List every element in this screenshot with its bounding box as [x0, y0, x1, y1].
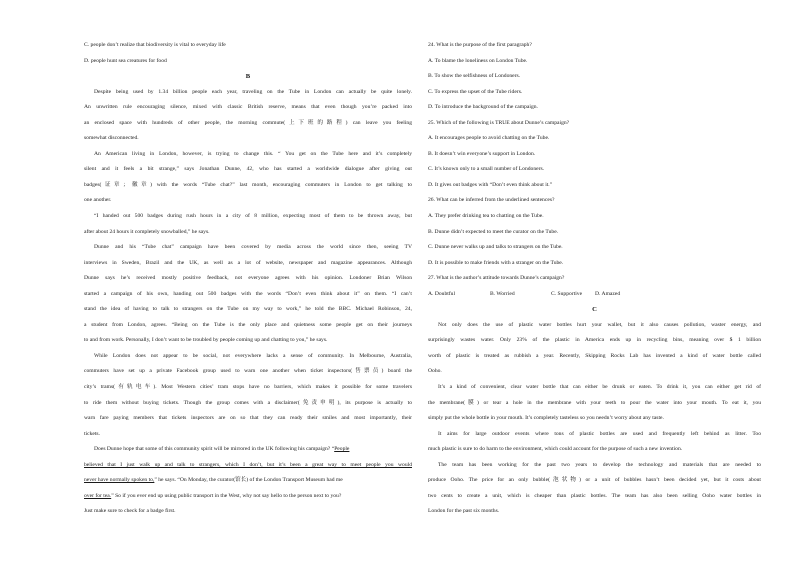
answer-option: B. Dunne didn’t expected to meet the curator on the Tube.: [428, 228, 559, 235]
passage-b-paragraph-4: Dunne and his “Tube chat” campaign have been covered by media across the world since then, seeing TV interviews in Sweden, Brazil and the UK, as well as a lot of website, newspaper and magazine appearances. Although Dunne says he’s received mostly positive feedback, not everyone agrees with his opinion. Londoner Brian Wilson started a campaign of his own, handing out 500 badges with the words “Don’t even think about it” on them. “I can’t stand the idea of having to talk to strangers on the Tube on my way to work,” he told the BBC. Michael Robinson, 24, a student from London, agrees. “Being on the Tube is the only place and quietness some people get on their journeys to and from work. Personally, I don’t want to be troubled by people coming up and chatting to you,” he says.: [84, 244, 412, 344]
option-c-line: C. people don’t realize that biodiversity is vital to everyday life: [84, 42, 226, 48]
answer-option: D. Amazed: [595, 290, 621, 297]
passage-b-paragraph-2: An American living in London, however, is trying to change this. “ You get on the Tube here and it’s completely silent and it feels a bit strange,” says Jonathan Dunne, 42, who has started a worldwide dialogue after giving out badges(证章；徽章) with the words “Tube chat?” last month, encouraging commuters in London to get talking to one another.: [84, 150, 412, 204]
answer-option: C. Dunne never walks up and talks to strangers on the Tube.: [428, 244, 563, 251]
answer-option: C. It’s known only to a small number of Londoners.: [428, 166, 545, 173]
answer-option: D. To introduce the background of the campaign.: [428, 104, 538, 111]
answer-option: B. To show the selfishness of Londoners.: [428, 73, 521, 80]
passage-b-paragraph-3: “I handed out 500 badges during rush hours in a city of 8 million, expecting most of them to be thrown away, but after about 24 hours it completely snowballed,” he says.: [84, 213, 412, 235]
question-24: [428, 38, 761, 116]
option-d-line: D. people hunt sea creatures for food: [84, 57, 167, 64]
answer-option: A. They prefer drinking tea to chatting on the Tube.: [428, 213, 544, 220]
answer-option: A. To blame the loneliness on London Tube.: [428, 57, 528, 64]
passage-b-paragraph-1: Despite being used by 1.34 billion people each year, traveling on the Tube in London can actually be quite lonely. An unwritten rule encouraging silence, mixed with classic British reserve, means that even though you’re packed into an enclosed space with hundreds of other people, the morning commute(上下班的路程) can leave you feeling somewhat disconnected.: [84, 88, 412, 142]
passage-b-paragraph-6: Does Dunne hope that some of this community spirit will be mirrored in the UK following his campaign? “People believed that I just walk up and talk to strangers, which I don’t, but it’s been a great way to meet people you would never have normally spoken to,” he says. “On Monday, the curator(馆长) of the London Transport Museum had me over for tea.” So if you ever end up using public transport in the West, why not say hello to the person next to you? Just make sure to check for a badge first.: [84, 446, 412, 515]
question-stem: 25. Which of the following is TRUE about Dunne’s campaign?: [428, 119, 570, 126]
question-stem: 27. What is the author’s attitude towards Dunne’s campaign?: [428, 275, 565, 282]
underlined-sentence: never have normally spoken to,: [84, 477, 155, 484]
passage-c-heading: C: [592, 306, 597, 314]
right-column: [428, 38, 761, 520]
answer-option: A. Doubtful: [428, 290, 456, 297]
answer-option: A. It encourages people to avoid chatting on the Tube.: [428, 135, 550, 142]
answer-option: D. It gives out badges with “Don’t even think about it.”: [428, 181, 553, 188]
answer-options-row: [428, 287, 761, 303]
underlined-sentence: People: [334, 446, 350, 453]
question-25: [428, 116, 761, 194]
question-27: [428, 271, 761, 302]
passage-c-paragraph-1: Not only does the use of plastic water bottles hurt your wallet, but it also causes pollution, waster energy, and surprisingly wastes water. Only 23% of the plastic in America ends up in recycling bins, meaning over $ 1 billion worth of plastic is treated as rubbish a year. Recently, Skipping Rocks Lab has invented a kind of water bottle called Ooho.: [428, 321, 761, 375]
passage-b-heading: B: [245, 73, 251, 81]
underlined-sentence: over for tea.: [84, 492, 112, 499]
question-stem: 24. What is the purpose of the first paragraph?: [428, 42, 532, 48]
passage-c-paragraph-4: The team has been working for the past two years to develop the technology and materials that are needed to produce Ooho. The price for an only bubble(泡状物) or a unit of bubbles hasn’t been decided yet, but it costs about two cents to create a unit, which is cheaper than plastic bottles. The team has also been selling Ooho water bottles in London for the past six months.: [428, 461, 761, 515]
left-column: [84, 38, 412, 520]
underlined-sentence: believed that I just walk up and talk to strangers, which I don’t, but it’s been a great way to meet people you would: [84, 461, 412, 468]
passage-c-paragraph-3: It aims for large outdoor events where tons of plastic bottles are used and frequently left behind as litter. Too much plastic is sure to do harm to the environment, which could account for the purpose of such a new invention.: [428, 430, 761, 453]
passage-c-paragraph-2: It’s a kind of convenient, clear water bottle that can either be drunk or eaten. To drink it, you can either get rid of the membrane(膜) or tear a hole in the membrane with your teeth to pour the water into your mouth. To eat it, you simply put the whole bottle in your mouth. It’s completely tasteless so you needn’t worry about any taste.: [428, 384, 761, 422]
answer-option: B. It doesn’t win everyone’s support in London.: [428, 150, 536, 157]
passage-b-paragraph-5: While London does not appear to be social, not everywhere lacks a sense of community. In Melbourne, Australia, commuters have set up a private Facebook group used to warn one another when ticket inspectors(售票员) board the city’s trams(有轨电车). Most Western cities’ tram stops have no barriers, which makes it possible for some travelers to ride them without buying tickets. Though the group comes with a disclaimer(免责申明), its purpose is actually to warn fare paying members that tickets inspectors are on so that they can ready their smiles and most importantly, their tickets.: [84, 352, 412, 437]
question-26: [428, 193, 761, 271]
answer-option: C. Supportive: [551, 290, 583, 297]
question-stem: 26. What can be inferred from the underlined sentences?: [428, 197, 555, 204]
answer-option: B. Worried: [490, 290, 515, 297]
answer-option: C. To express the upset of the Tube riders.: [428, 88, 523, 95]
answer-option: D. It is possible to make friends with a stranger on the Tube.: [428, 259, 564, 266]
